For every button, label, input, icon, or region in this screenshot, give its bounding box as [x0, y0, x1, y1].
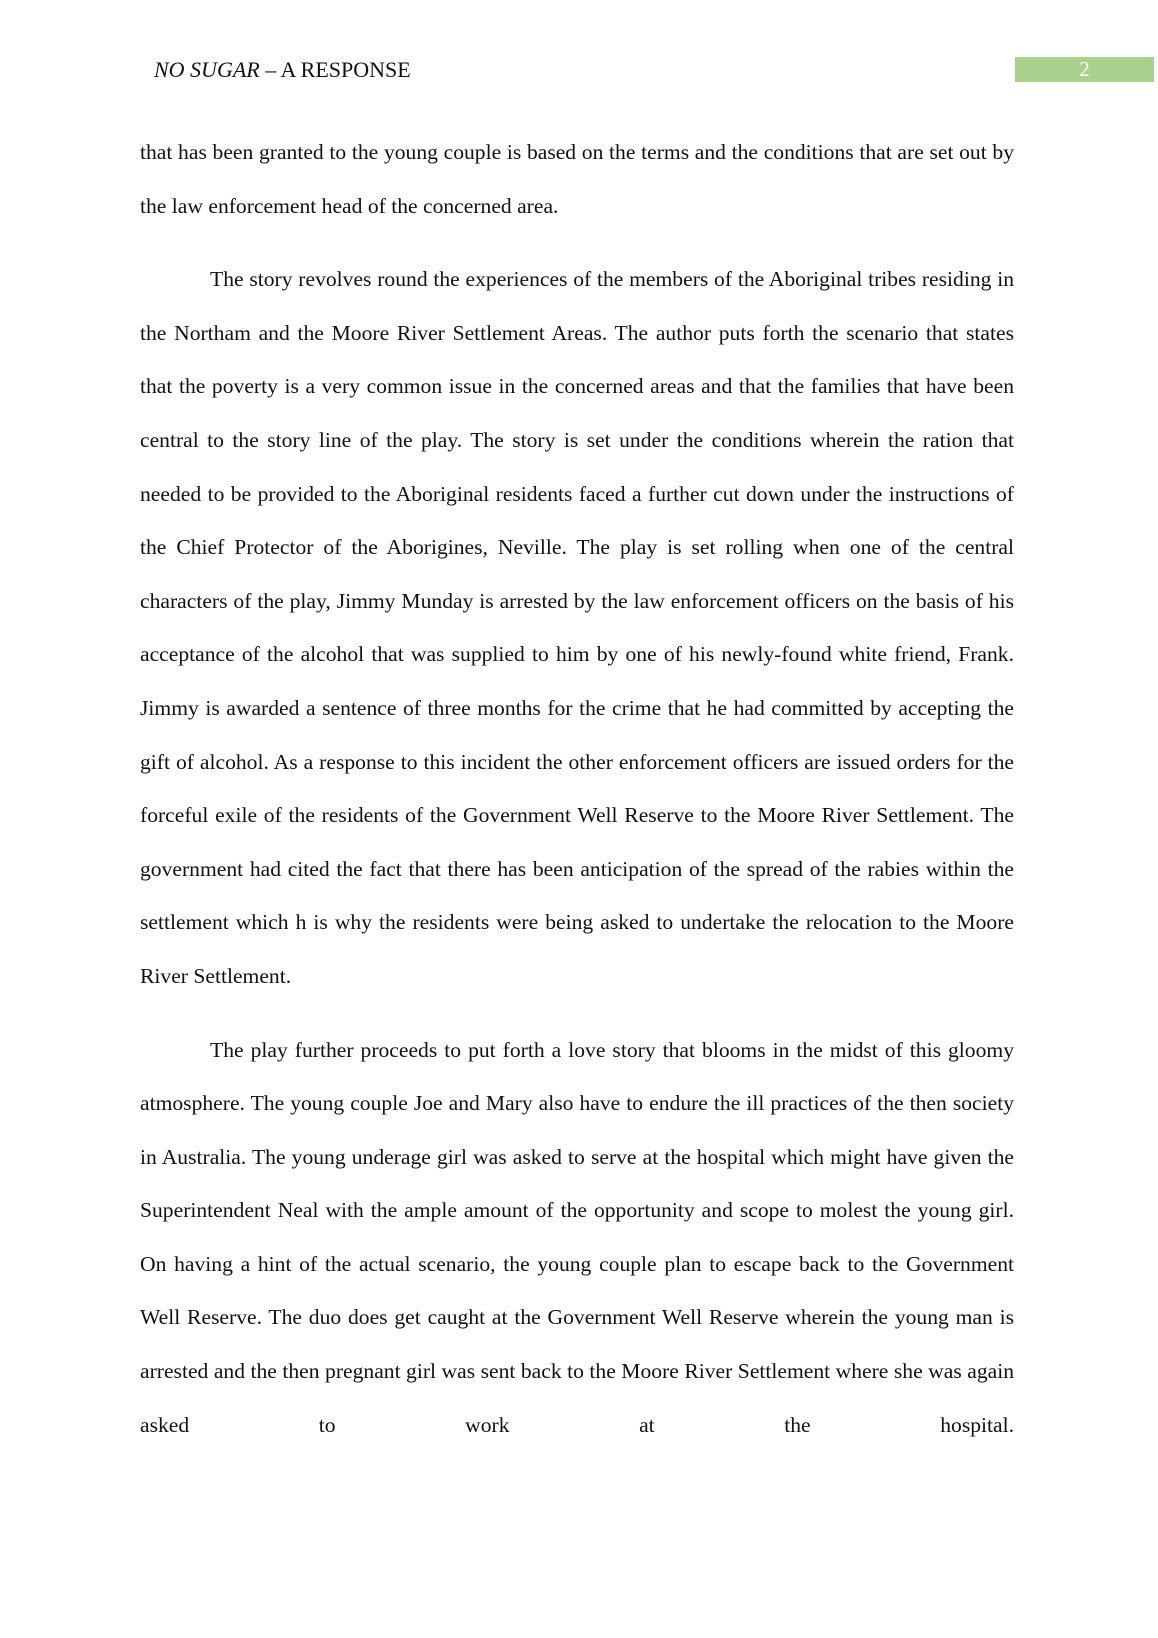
header-title-italic: NO SUGAR — [154, 57, 260, 82]
paragraph-story: The story revolves round the experiences of the members of the Aboriginal tribes residing in the Northam and the Moore River Settlement Areas. The author puts forth the scenario that states that the poverty is a very common issue in the concerned areas and that the families that have been central to the story line of the play. The story is set under the conditions wherein the ration that needed to be provided to the Aboriginal residents faced a further cut down under the instructions of the Chief Protector of the Aborigines, Neville. The play is set rolling when one of the central characters of the play, Jimmy Munday is arrested by the law enforcement officers on the basis of his acceptance of the alcohol that was supplied to him by one of his newly-found white friend, Frank. Jimmy is awarded a sentence of three months for the crime that he had committed by accepting the gift of alcohol. As a response to this incident the other enforcement officers are issued orders for the forceful exile of the residents of the Government Well Reserve to the Moore River Settlement. The government had cited the fact that there has been anticipation of the spread of the rabies within the settlement which h is why the residents were being asked to undertake the relocation to the Moore River Settlement. — [140, 267, 1014, 988]
page-number-badge: 2 — [1015, 57, 1154, 82]
header-title-rest: – A RESPONSE — [259, 57, 411, 82]
paragraph-continuation: that has been granted to the young couple is based on the terms and the conditions that are set out by the law enforcement head of the concerned area. — [140, 140, 1014, 218]
paragraph-love-story: The play further proceeds to put forth a love story that blooms in the midst of this gloomy atmosphere. The young couple Joe and Mary also have to endure the ill practices of the then society in Australia. The young underage girl was asked to serve at the hospital which might have given the Superintendent Neal with the ample amount of the opportunity and scope to molest the young girl. On having a hint of the actual scenario, the young couple plan to escape back to the Government Well Reserve. The duo does get caught at the Government Well Reserve wherein the young man is arrested and the then pregnant girl was sent back to the Moore River Settlement where she was again asked to work at the hospital. — [140, 1037, 1014, 1437]
running-header — [154, 56, 411, 84]
body-text — [140, 126, 1014, 1452]
